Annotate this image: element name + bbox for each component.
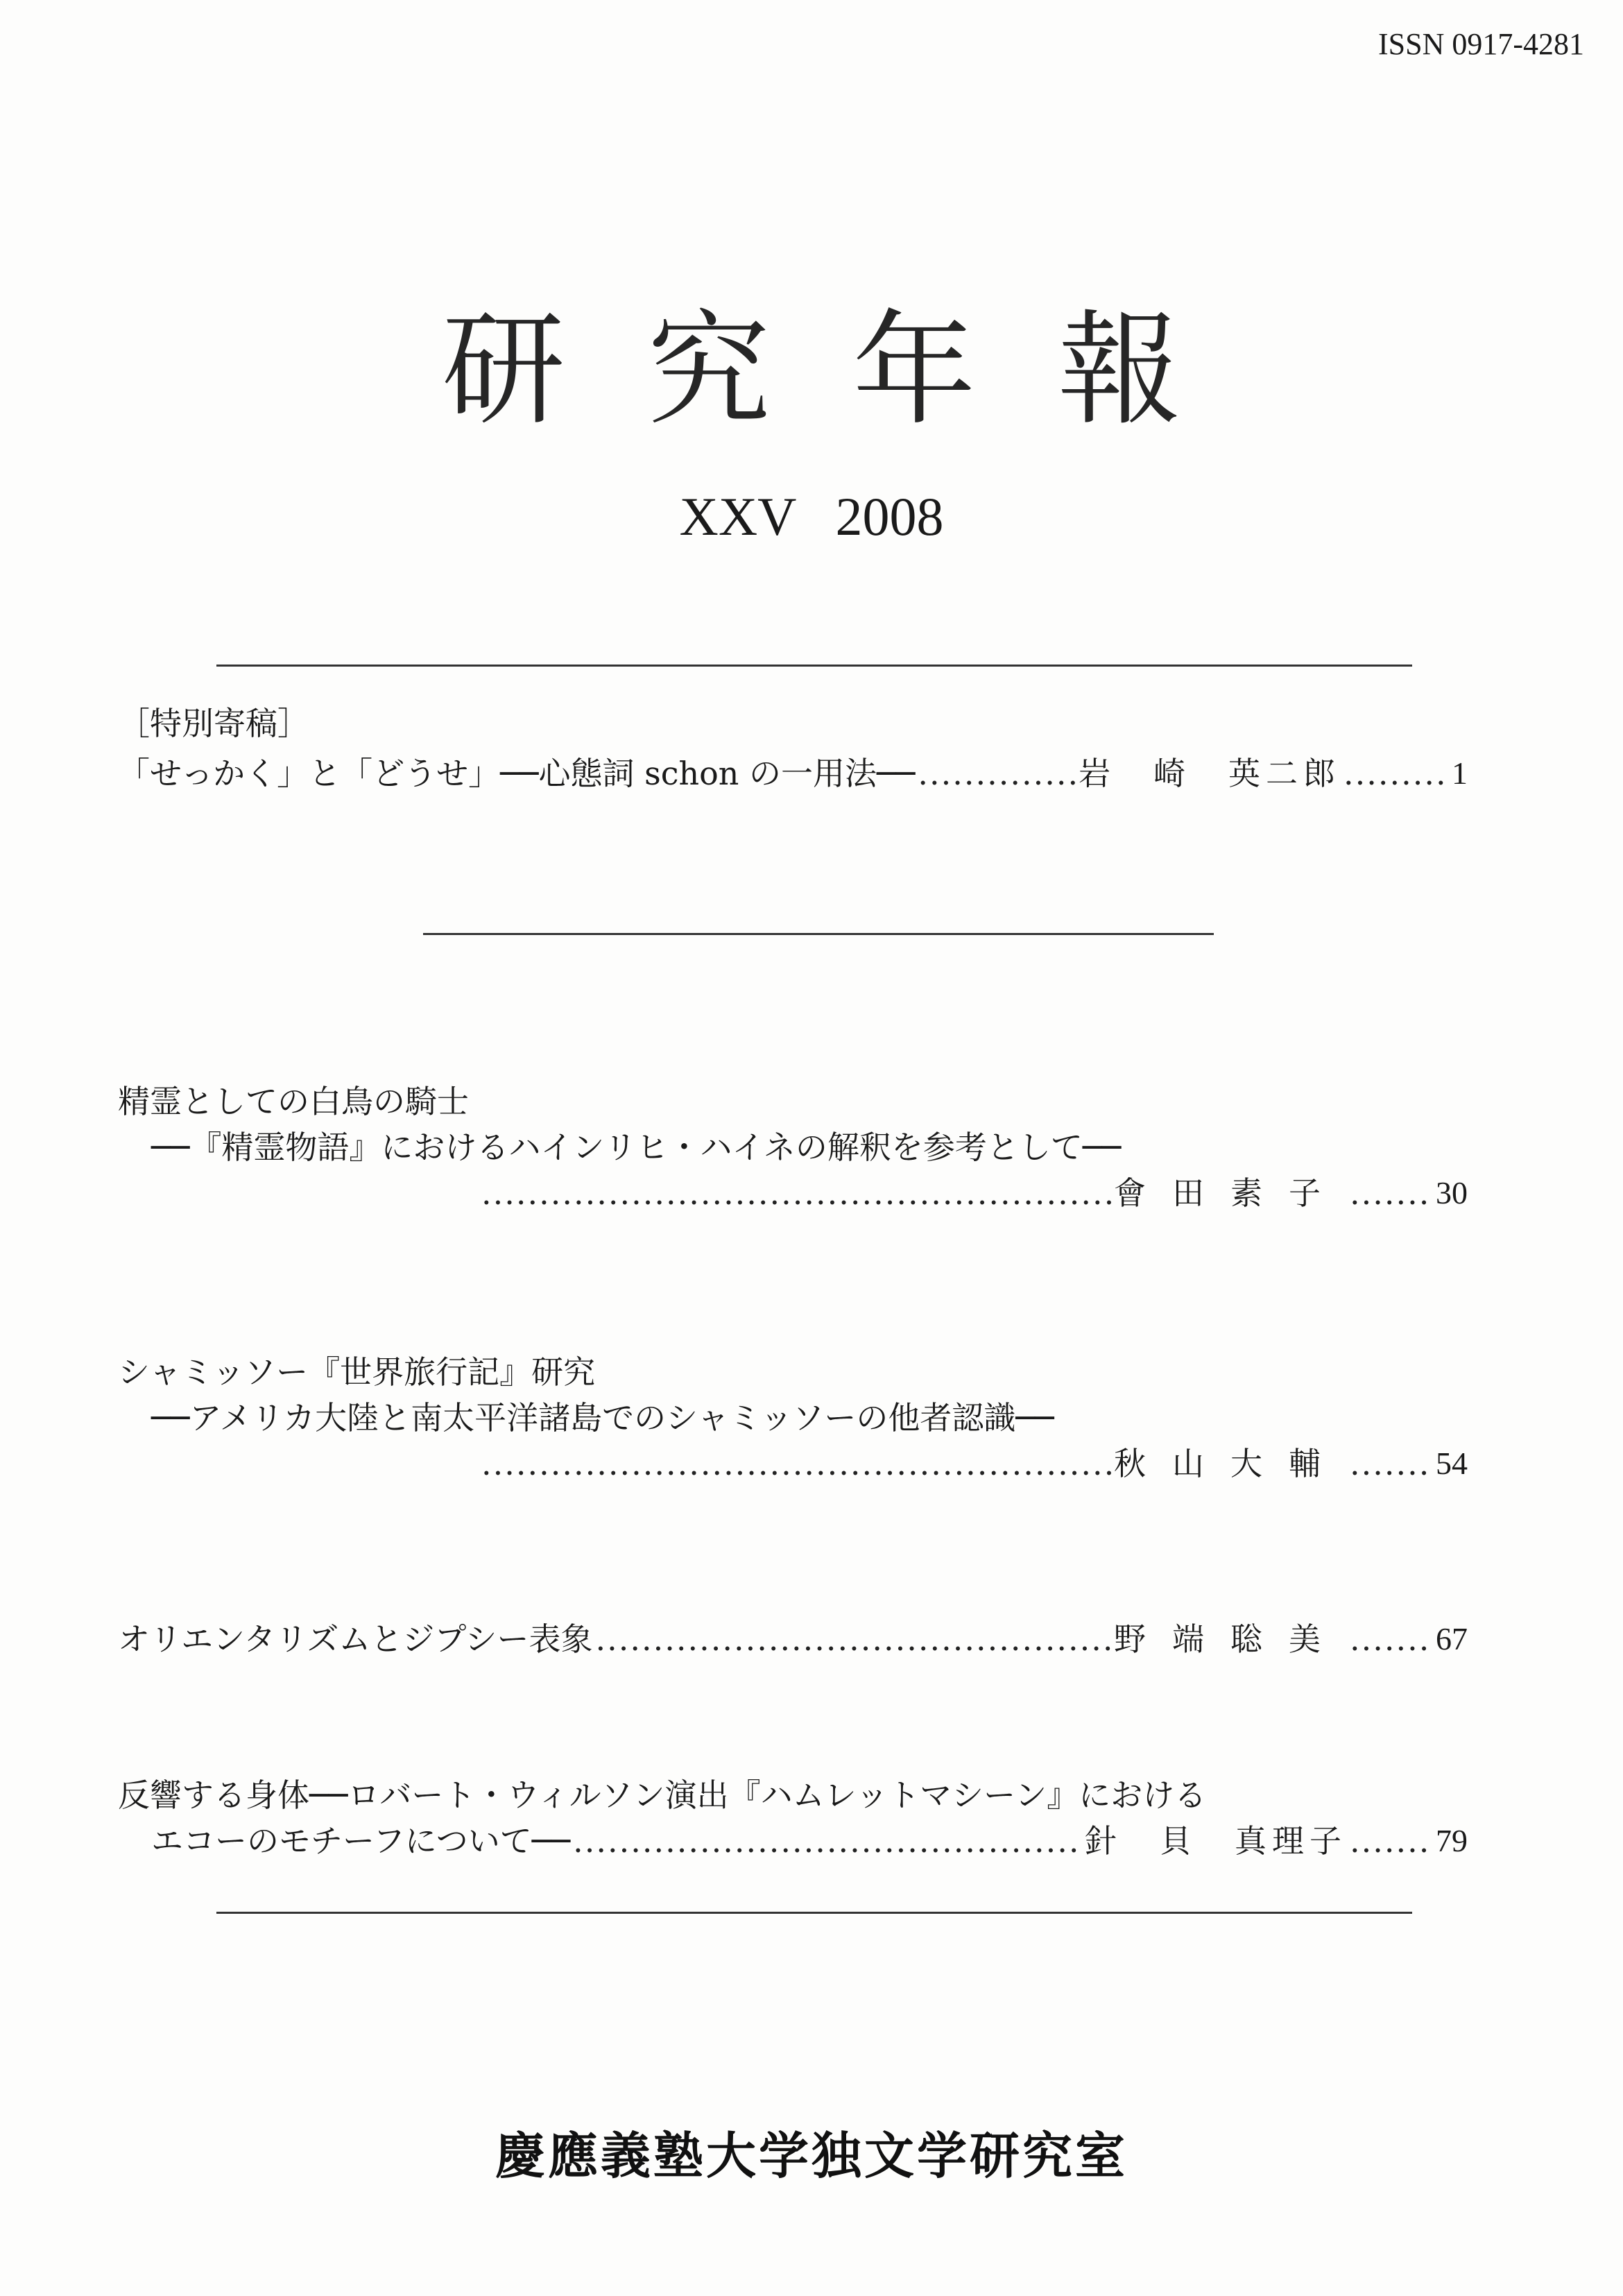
entry-author-line <box>118 1163 1468 1212</box>
special-heading <box>118 694 1468 742</box>
toc-entry-1[interactable] <box>118 1072 1468 1212</box>
toc-entry-special[interactable] <box>118 744 1468 792</box>
issn-number: ISSN 0917-4281 <box>1377 27 1584 61</box>
special-section <box>118 694 1468 792</box>
entry-title-line <box>118 1072 1468 1120</box>
entry-author-line <box>118 1434 1468 1480</box>
entry-page: 30 <box>1436 1175 1468 1210</box>
entry-page: 1 <box>1452 755 1468 791</box>
entry-title: 「せっかく」と「どうせ」──心態詞 schon の一用法── <box>118 755 916 792</box>
publisher-name: 慶應義塾大学独文学研究室 <box>495 2126 1128 2185</box>
rule-bottom <box>216 1912 1412 1914</box>
toc-entry-2[interactable] <box>118 1342 1468 1480</box>
entry-title: 反響する身体──ロバート・ウィルソン演出『ハムレットマシーン』における <box>118 1776 1207 1814</box>
entry-title-line <box>118 1342 1468 1391</box>
rule-middle <box>423 933 1214 935</box>
leader-dots <box>1350 1825 1432 1857</box>
entry-page: 67 <box>1436 1621 1468 1656</box>
toc-entry-3[interactable] <box>118 1609 1468 1658</box>
leader-dots <box>1350 1623 1432 1655</box>
leader-dots <box>1350 1448 1432 1480</box>
leader-dots <box>481 1177 1111 1209</box>
entry-author: 岩 崎 英二郎 <box>1079 755 1341 792</box>
volume-number: XXV <box>679 486 797 547</box>
entry-author: 針 貝 真理子 <box>1085 1822 1347 1860</box>
entry-title: シャミッソー『世界旅行記』研究 <box>118 1353 596 1391</box>
entry-subtitle: ──『精霊物語』におけるハインリヒ・ハイネの解釈を参考として── <box>151 1129 1122 1166</box>
volume-year: 2008 <box>835 486 944 547</box>
special-heading-label: ［特別寄稿］ <box>118 705 309 742</box>
leader-dots <box>573 1825 1082 1857</box>
entry-title-cont-line <box>118 1811 1468 1860</box>
entry-page: 79 <box>1436 1823 1468 1858</box>
entry-title: オリエンタリズムとジプシー表象 <box>118 1620 593 1658</box>
entry-title: 精霊としての白鳥の騎士 <box>118 1083 469 1120</box>
entry-title-line <box>118 1765 1468 1814</box>
journal-title: 研究年報 <box>442 298 1263 442</box>
entry-title-cont: エコーのモチーフについて── <box>151 1822 571 1860</box>
entry-author: 會田素子 <box>1114 1174 1347 1212</box>
volume-line <box>0 486 1623 548</box>
entry-author: 秋山大輔 <box>1114 1445 1347 1482</box>
entry-author: 野端聡美 <box>1114 1620 1347 1658</box>
toc-entry-4[interactable] <box>118 1765 1468 1860</box>
entry-subtitle-line <box>118 1117 1468 1166</box>
entry-title-line <box>118 1609 1468 1658</box>
leader-dots <box>1350 1177 1432 1209</box>
leader-dots <box>595 1623 1111 1655</box>
entry-subtitle: ──アメリカ大陸と南太平洋諸島でのシャミッソーの他者認識── <box>151 1399 1054 1437</box>
leader-dots <box>918 757 1076 789</box>
rule-top <box>216 665 1412 667</box>
entry-subtitle-line <box>118 1388 1468 1437</box>
leader-dots <box>481 1448 1111 1480</box>
entry-page: 54 <box>1436 1446 1468 1481</box>
leader-dots <box>1343 757 1448 789</box>
